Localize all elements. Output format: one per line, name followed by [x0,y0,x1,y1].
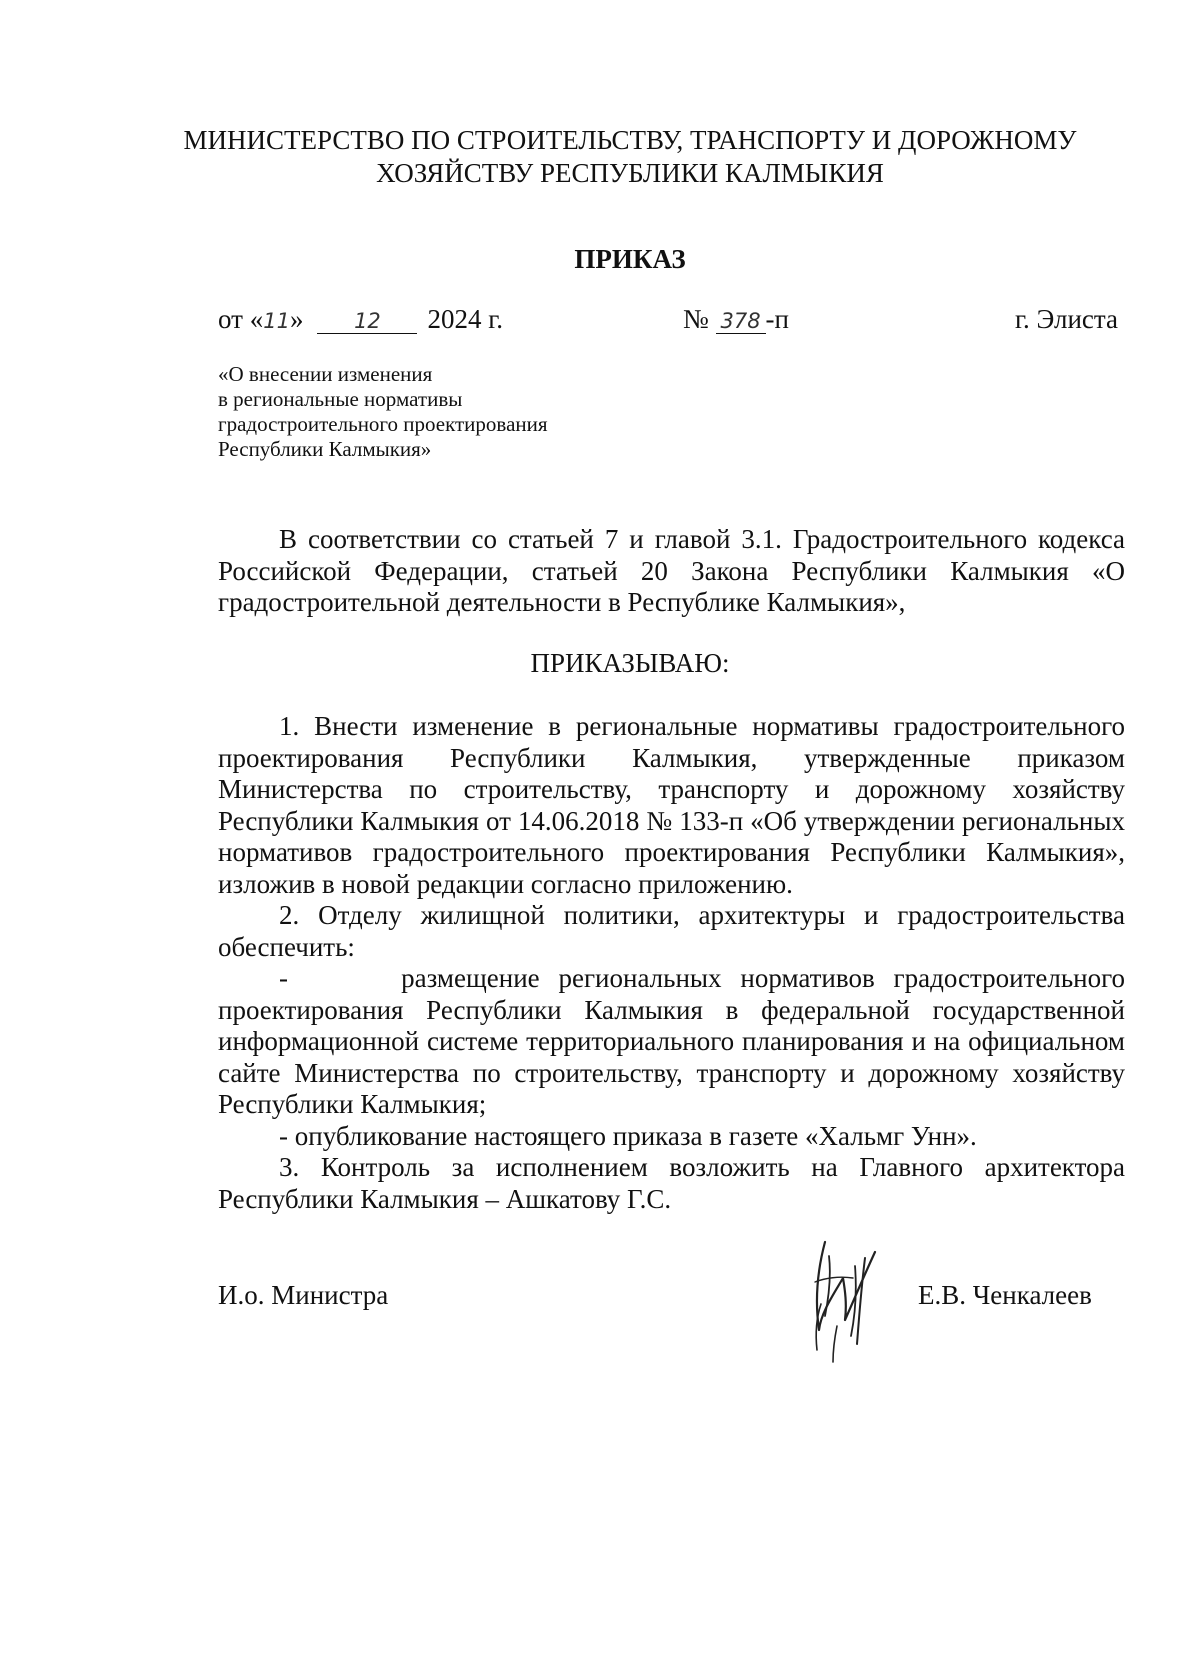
ministry-header [150,124,1110,190]
ministry-line-1: МИНИСТЕРСТВО ПО СТРОИТЕЛЬСТВУ, ТРАНСПОРТУ И ДОРОЖНОМУ [183,125,1077,155]
order-subject [218,362,548,462]
date-month-handwritten: 12 [317,309,417,334]
order-item-3: 3. Контроль за исполнением возложить на Главного архитектора Республики Калмыкия – Ашкатову Г.С. [218,1152,1125,1214]
date-year: 2024 г. [427,304,503,334]
order-city: г. Элиста [1015,304,1119,334]
order-word: ПРИКАЗЫВАЮ: [530,648,730,678]
subject-line-2: в региональные нормативы [218,387,463,411]
date-day-handwritten: 11 [263,309,290,333]
subject-line-1: «О внесении изменения [218,362,433,386]
subject-line-4: Республики Калмыкия» [218,437,432,461]
number-handwritten: 378 [716,309,766,334]
order-item-1: 1. Внести изменение в региональные нормативы градостроительного проектирования Республики Калмыкия, утвержденные приказом Министерства по строительству, транспорту и дорожному хозяйству Республики Калмыкия от 14.06.2018 № 133-п «Об утверждении региональных нормативов градостроительного проектирования Республики Калмыкия», изложив в новой редакции согласно приложению. [218,711,1125,899]
legal-basis-paragraph: В соответствии со статьей 7 и главой 3.1. Градостроительного кодекса Российской Федерации, статьей 20 Закона Республики Калмыкия «О градостроительной деятельности в Республике Калмыкия», [218,524,1125,617]
handwritten-signature [795,1232,895,1372]
document-type-title: ПРИКАЗ [574,244,686,274]
order-item-2: 2. Отделу жилищной политики, архитектуры и градостроительства обеспечить: [218,900,1125,962]
order-number [683,302,789,336]
order-item-2-bullet-2: - опубликование настоящего приказа в газете «Хальмг Унн». [279,1120,977,1151]
order-date [218,302,503,338]
signatory-name: Е.В. Ченкалеев [918,1280,1092,1310]
subject-line-3: градостроительного проектирования [218,412,548,436]
number-prefix: № [683,304,709,334]
date-prefix: от « [218,304,264,334]
order-items [218,711,1125,1215]
number-suffix: -п [765,304,789,334]
date-close-quote: » [289,304,304,334]
order-item-2-bullet-1: - размещение региональных нормативов градостроительного проектирования Республики Калмыкия в федеральной государственной информационной системе территориального планирования и на официальном сайте Министерства по строительству, транспорту и дорожному хозяйству Республики Калмыкия; [218,963,1125,1119]
signatory-role: И.о. Министра [218,1280,389,1310]
ministry-line-2: ХОЗЯЙСТВУ РЕСПУБЛИКИ КАЛМЫКИЯ [376,158,884,188]
